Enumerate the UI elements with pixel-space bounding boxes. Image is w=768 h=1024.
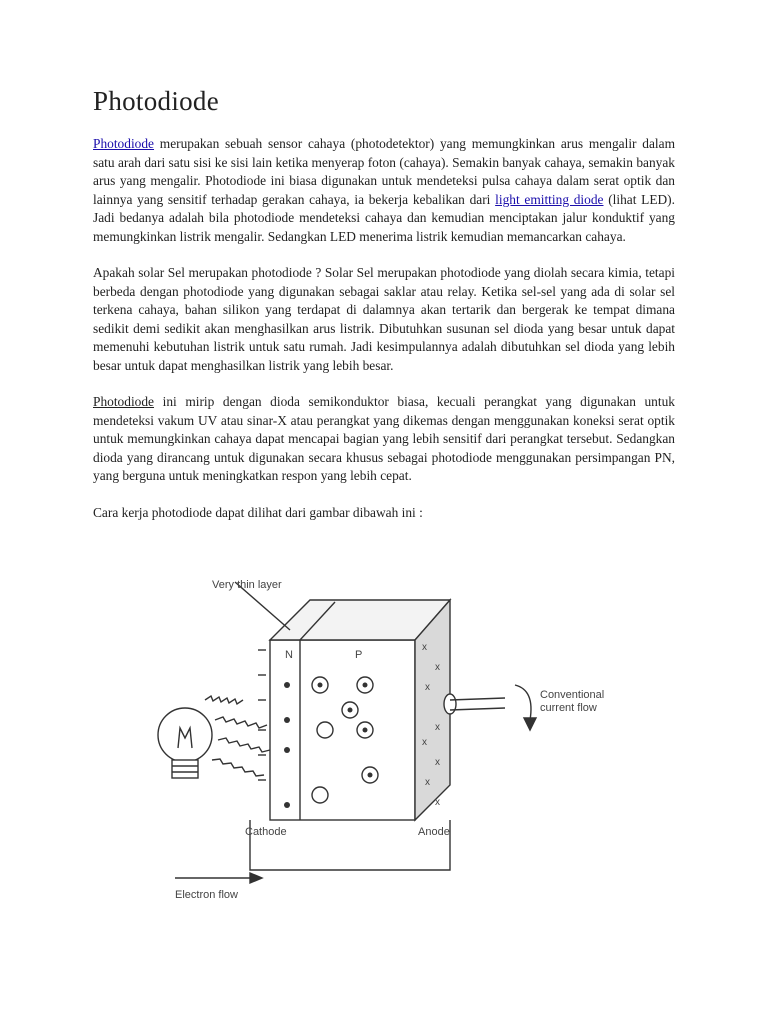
light-bulb-base — [172, 760, 198, 778]
paragraph-solar-cell: Apakah solar Sel merupakan photodiode ? Solar Sel merupakan photodiode yang diolah secara kimia, tetapi berbeda dengan photodiode yang digunakan sebagai saklar atau relay. Ketika sel-sel yang ada di solar sel terkena cahaya, bahan silikon yang terdapat di dalamnya akan tertarik dan bergerak ke tempat dimana sedikit demi sedikit akan menghasilkan arus listrik. Dibutuhkan susunan sel dioda yang besar untuk dapat memenuhi kebutuhan listrik untuk satu rumah. Jadi kesimpulannya adalah dibutuhkan sel dioda yang lebih besar untuk dapat menghasilkan listrik yang lebih besar. — [93, 265, 675, 373]
page-title: Photodiode — [93, 86, 220, 116]
intro-text-1: merupakan sebuah sensor cahaya (photodetektor) yang memungkinkan arus mengalir dalam satu arah dari satu sisi ke sisi lain ketika menyerap foton (cahaya). Semakin banyak cahaya, semakin banyak arus yang mengalir. Photodiode ini biasa digunakan untuk mendeteksi pulsa cahaya dalam serat optik dan lainnya yang sensitif terhadap gerakan cahaya, ia bekerja kebalikan dari — [93, 136, 675, 207]
anode-terminal — [444, 694, 456, 714]
light-ray-1 — [205, 696, 243, 704]
document-body — [93, 86, 675, 522]
anode-wire-top — [450, 698, 505, 700]
electron-arrowhead — [250, 873, 262, 883]
electron-dot — [284, 802, 290, 808]
light-ray-4 — [212, 759, 264, 776]
x-mark: x — [435, 722, 440, 733]
label-electron-flow: Electron flow — [175, 889, 238, 901]
electron-dot — [348, 708, 353, 713]
label-cathode: Cathode — [245, 826, 287, 838]
electron-dot — [368, 773, 373, 778]
photodiode-diagram-svg — [150, 570, 630, 910]
label-anode: Anode — [418, 826, 450, 838]
light-bulb-glass — [158, 708, 212, 762]
label-conventional: Conventional — [540, 689, 605, 701]
x-mark: x — [425, 682, 430, 693]
conventional-current-arrow — [515, 685, 531, 720]
electron-dot — [318, 683, 323, 688]
x-mark: x — [435, 797, 440, 808]
label-p-region: P — [355, 649, 363, 661]
electron-dot — [363, 683, 368, 688]
x-mark: x — [425, 777, 430, 788]
light-ray-3 — [218, 738, 270, 752]
electron-dot — [284, 747, 290, 753]
label-thin-layer: Very thin layer — [212, 579, 282, 591]
x-mark: x — [435, 757, 440, 768]
light-ray-2 — [215, 717, 267, 728]
x-mark: x — [435, 662, 440, 673]
paragraph-figure-intro: Cara kerja photodiode dapat dilihat dari gambar dibawah ini : — [93, 504, 423, 520]
x-mark: x — [422, 642, 427, 653]
paragraph-intro — [93, 135, 675, 246]
intro-text-2: (lihat LED). Jadi bedanya adalah bila photodiode mendeteksi cahaya dan kemudian menciptakan jalur konduktif yang memungkinkan listrik mengalir. Sedangkan LED menerima listrik kemudian memancarkan cahaya. — [93, 191, 675, 244]
semiconductor-text: ini mirip dengan dioda semikonduktor biasa, kecuali perangkat yang digunakan untuk mendeteksi vakum UV atau sinar-X atau perangkat yang dikemas dengan menggunakan koneksi serat optik untuk memungkinkan cahaya dapat mencapai bagian yang lebih sensitif dari perangkat tersebut. Sedangkan dioda yang dirancang untuk digunakan secara khusus sebagai photodiode menggunakan persimpangan PN, yang berguna untuk meningkatkan respon yang lebih cepat. — [93, 394, 675, 483]
paragraph-semiconductor — [93, 393, 675, 486]
photodiode-underlined: Photodiode — [93, 394, 155, 409]
electron-dot — [284, 717, 290, 723]
photodiode-link[interactable]: Photodiode — [93, 136, 155, 151]
block-front-face — [270, 640, 415, 820]
x-mark: x — [422, 737, 427, 748]
led-link[interactable]: light emitting diode — [495, 191, 604, 207]
photodiode-diagram — [150, 570, 630, 910]
anode-wire-bottom — [450, 708, 505, 710]
label-current-flow: current flow — [540, 702, 597, 714]
electron-dot — [284, 682, 290, 688]
electron-dot — [363, 728, 368, 733]
conventional-arrowhead — [524, 718, 536, 730]
label-n-region: N — [285, 649, 293, 661]
